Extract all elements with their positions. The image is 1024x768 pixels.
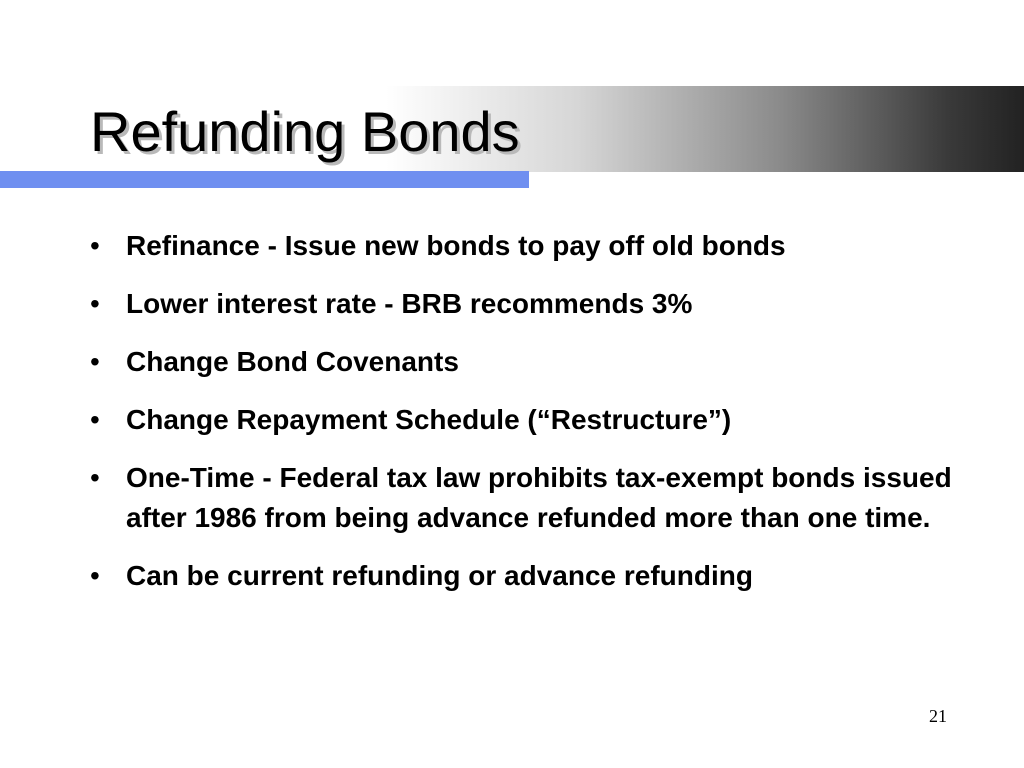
bullet-text: Change Bond Covenants: [126, 346, 459, 377]
bullet-item: [88, 342, 968, 382]
bullet-item: [88, 226, 968, 266]
bullet-dot-icon: •: [90, 404, 100, 435]
bullet-dot-icon: •: [90, 560, 100, 591]
bullet-list: [88, 226, 968, 614]
bullet-dot-icon: •: [90, 346, 100, 377]
slide-page-number: 21: [929, 706, 947, 726]
bullet-text: Refinance - Issue new bonds to pay off old bonds: [126, 230, 786, 261]
title-accent-bar: [0, 171, 529, 188]
bullet-text: Can be current refunding or advance refunding: [126, 560, 753, 591]
bullet-text: One-Time - Federal tax law prohibits tax-exempt bonds issued after 1986 from being advance refunded more than one time.: [126, 462, 952, 533]
bullet-dot-icon: •: [90, 462, 100, 493]
bullet-dot-icon: •: [90, 230, 100, 261]
bullet-text: Change Repayment Schedule (“Restructure”): [126, 404, 732, 435]
slide-title: Refunding Bonds: [90, 100, 520, 163]
bullet-item: [88, 556, 968, 596]
bullet-item: [88, 284, 968, 324]
bullet-text: Lower interest rate - BRB recommends 3%: [126, 288, 693, 319]
bullet-dot-icon: •: [90, 288, 100, 319]
bullet-item: [88, 400, 968, 440]
bullet-item: [88, 458, 968, 538]
